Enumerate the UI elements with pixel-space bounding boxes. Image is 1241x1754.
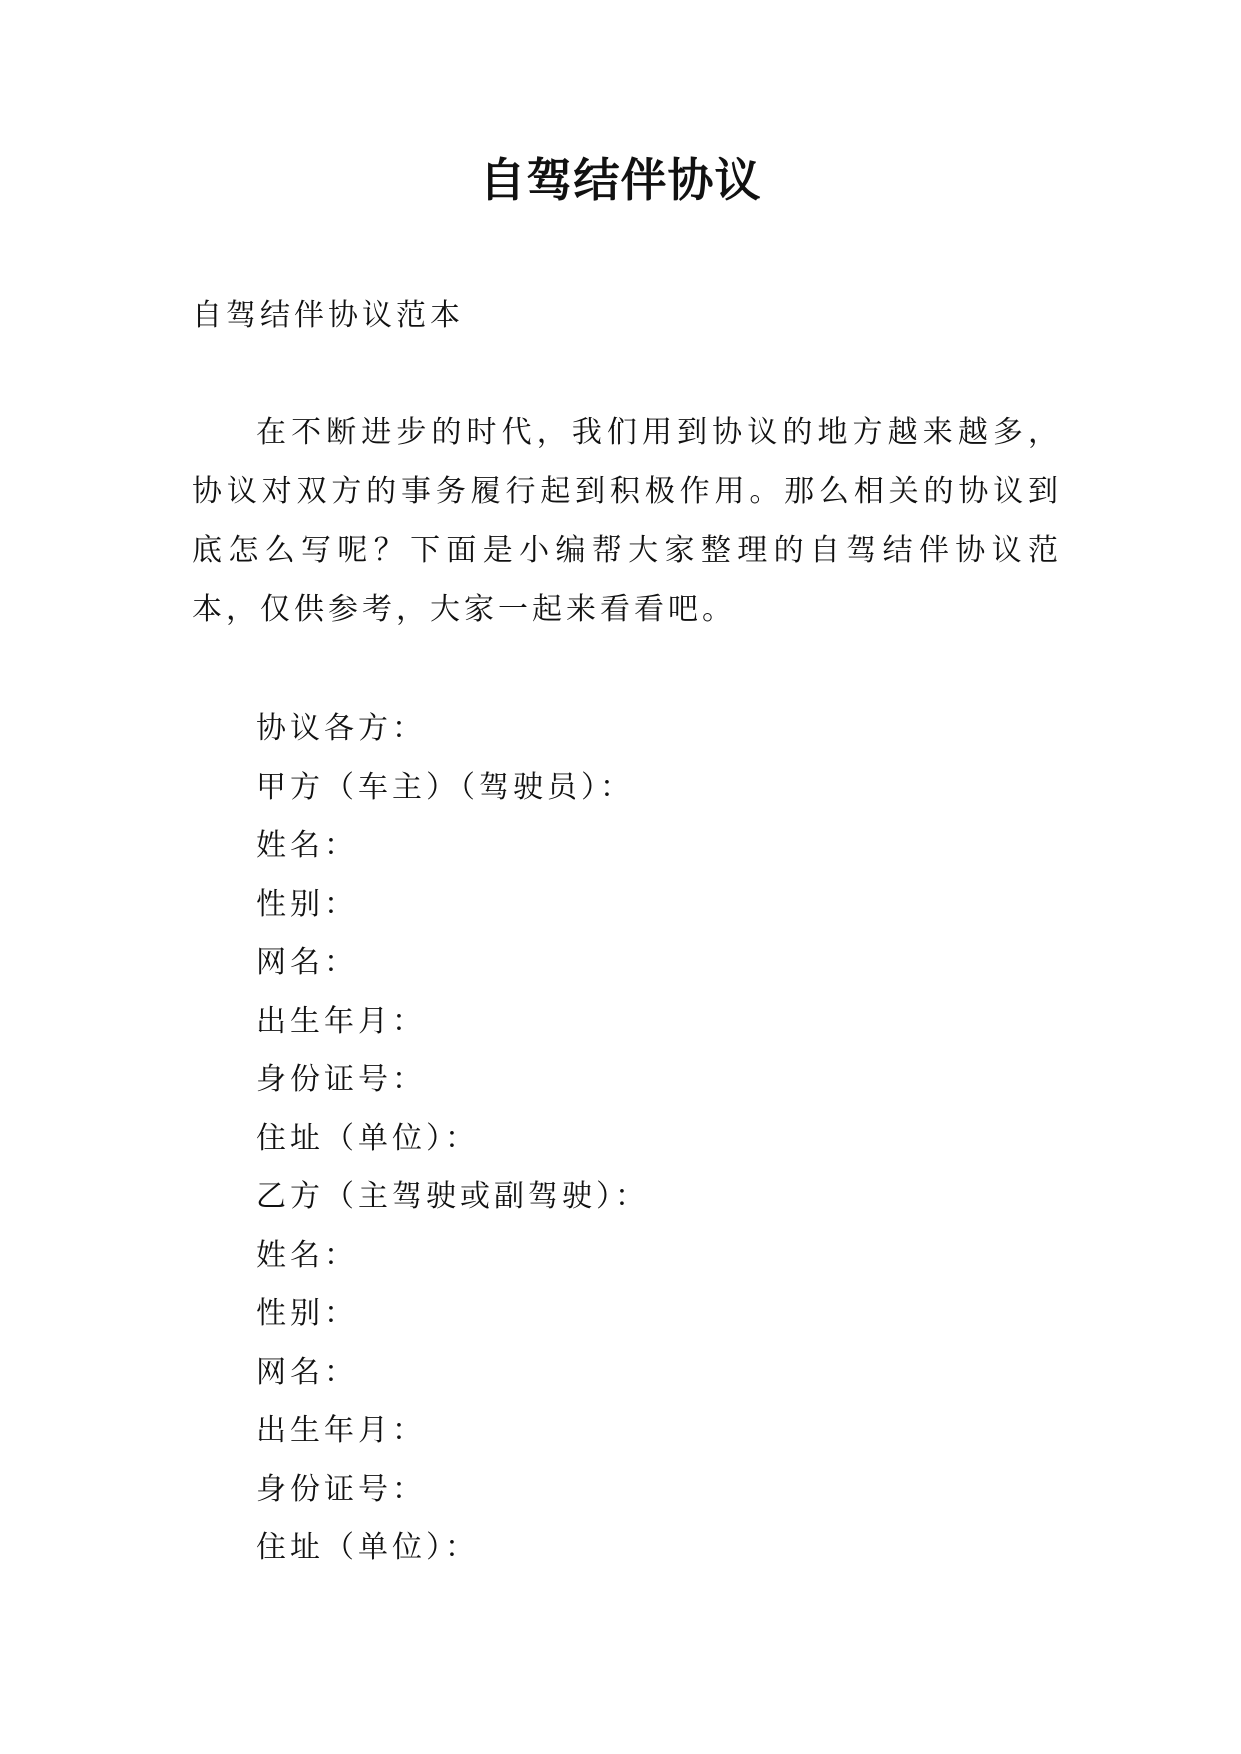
field-party-a-name: 姓名： bbox=[256, 828, 358, 863]
party-fields-list bbox=[256, 700, 649, 1578]
field-party-b-name: 姓名： bbox=[256, 1237, 358, 1273]
field-party-a-id-number: 身份证号： bbox=[256, 1062, 426, 1097]
document-subtitle: 自驾结伴协议范本 bbox=[192, 298, 464, 333]
field-party-a-heading: 甲方（车主）（驾驶员）： bbox=[256, 769, 634, 805]
field-party-b-id-number: 身份证号： bbox=[256, 1471, 426, 1507]
field-party-b-heading: 乙方（主驾驶或副驾驶）： bbox=[256, 1179, 649, 1214]
field-party-a-gender: 性别： bbox=[256, 886, 358, 922]
field-party-b-birth: 出生年月： bbox=[256, 1413, 426, 1448]
field-parties-heading: 协议各方： bbox=[256, 711, 426, 746]
document-title: 自驾结伴协议 bbox=[479, 153, 762, 207]
field-party-a-nickname: 网名： bbox=[256, 945, 358, 980]
field-party-b-gender: 性别： bbox=[256, 1296, 358, 1331]
field-party-b-nickname: 网名： bbox=[256, 1354, 358, 1390]
intro-paragraph: 在不断进步的时代，我们用到协议的地方越来越多，协议对双方的事务履行起到积极作用。那么相关的协议到底怎么写呢？下面是小编帮大家整理的自驾结伴协议范本，仅供参考，大家一起来看看吧。 bbox=[192, 415, 1062, 627]
field-party-b-address: 住址（单位）： bbox=[256, 1530, 479, 1565]
field-party-a-birth: 出生年月： bbox=[256, 1003, 426, 1039]
field-party-a-address: 住址（单位）： bbox=[256, 1120, 479, 1156]
